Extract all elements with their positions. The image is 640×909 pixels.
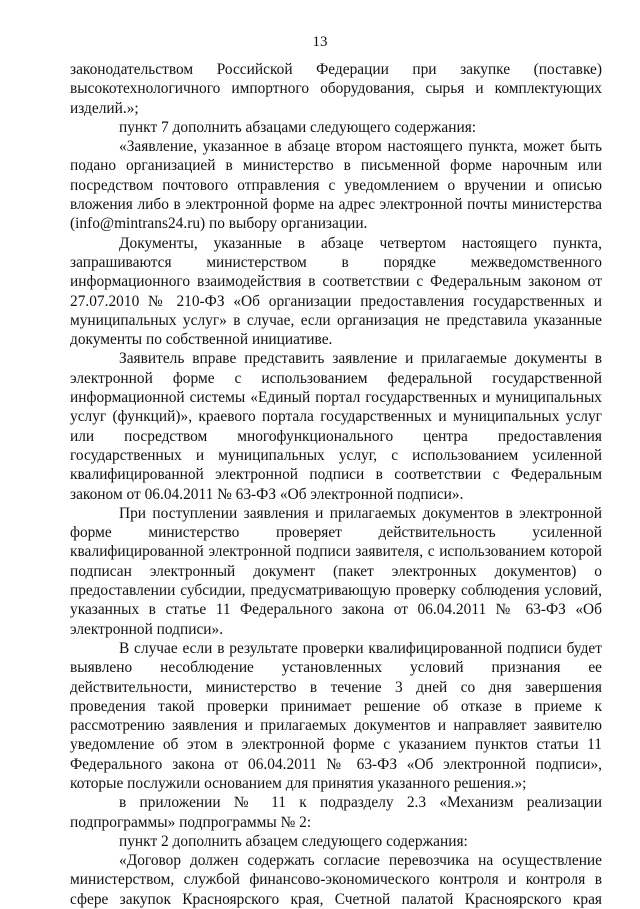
paragraph-contract-consent: «Договор должен содержать согласие перевозчика на осуществление министерством, службой финансово-экономического контроля и контроля в сфере закупок Красноярского края, Счетной палатой Красноярского края <box>70 852 602 908</box>
document-body <box>70 60 602 909</box>
page-number: 13 <box>312 34 328 50</box>
paragraph-amendment-point-2: пункт 2 дополнить абзацем следующего содержания: <box>119 832 468 850</box>
paragraph-amendment-point-7: пункт 7 дополнить абзацами следующего содержания: <box>119 118 477 136</box>
paragraph-application-submission: «Заявление, указанное в абзаце втором настоящего пункта, может быть подано организацией в министерство в письменной форме нарочным или посредством почтового отправления с уведомлением о вручении и описью вложения либо в электронной форме на адрес электронной почты министерства (info@mintrans24.ru) по выбору организации. <box>70 138 602 233</box>
paragraph-verification-failure: В случае если в результате проверки квалифицированной подписи будет выявлено несоблюдение установленных условий признания ее действительности, министерство в течение 3 дней со дня завершения проведения такой проверки принимает решение об отказе в приеме к рассмотрению заявления и прилагаемых документов и направляет заявителю уведомление об этом в электронной форме с указанием пунктов статьи 11 Федерального закона от 06.04.2011 № 63-ФЗ «Об электронной подписи», которые послужили основанием для принятия указанного решения.»; <box>70 639 602 792</box>
paragraph-continuation: законодательством Российской Федерации при закупке (поставке) высокотехнологичного импортного оборудования, сырья и комплектующих изделий.»; <box>70 61 602 117</box>
paragraph-appendix-11: в приложении № 11 к подразделу 2.3 «Механизм реализации подпрограммы» подпрограммы № 2: <box>70 794 602 831</box>
paragraph-signature-verification: При поступлении заявления и прилагаемых документов в электронной форме министерство проверяет действительность усиленной квалифицированной электронной подписи заявителя, с использованием которой подписан электронный документ (пакет электронных документов) о предоставлении субсидии, предусматривающую проверку соблюдения условий, указанных в статье 11 Федерального закона от 06.04.2011 № 63-ФЗ «Об электронной подписи». <box>70 504 602 638</box>
paragraph-interagency-request: Документы, указанные в абзаце четвертом настоящего пункта, запрашиваются министерством в порядке межведомственного информационного взаимодействия в соответствии с Федеральным законом от 27.07.2010 № 210-ФЗ «Об организации предоставления государственных и муниципальных услуг» в случае, если организация не представила указанные документы по собственной инициативе. <box>70 234 602 349</box>
paragraph-electronic-submission: Заявитель вправе представить заявление и прилагаемые документы в электронной форме с использованием федеральной государственной информационной системы «Единый портал государственных и муниципальных услуг (функций)», краевого портала государственных и муниципальных услуг или посредством многофункционального центра предоставления государственных и муниципальных услуг, с использованием усиленной квалифицированной электронной подписи в соответствии с Федеральным законом от 06.04.2011 № 63-ФЗ «Об электронной подписи». <box>70 350 602 503</box>
